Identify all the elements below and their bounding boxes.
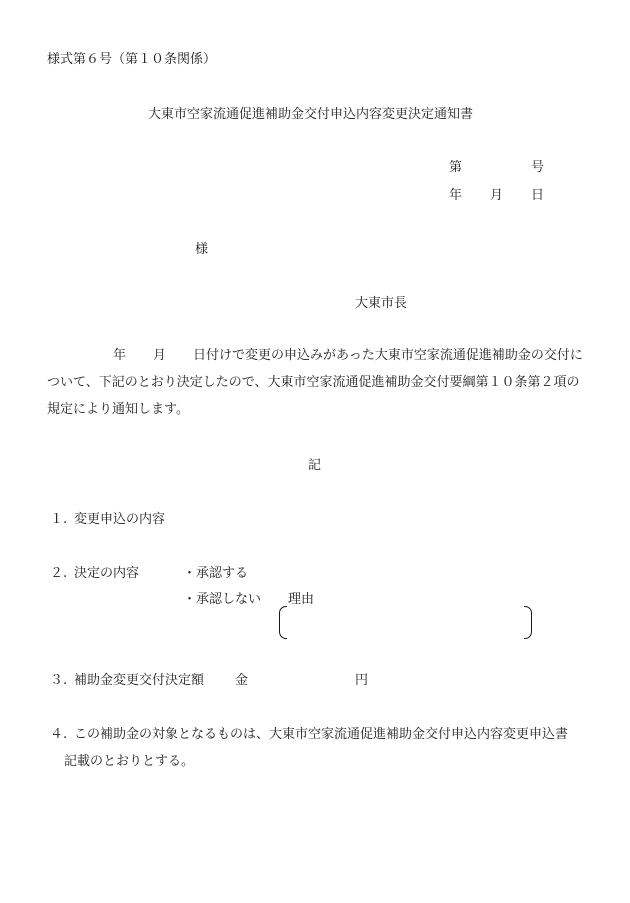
amount-kin: 金 (235, 673, 249, 688)
item4-text-line2: 記載のとおりとする。 (64, 754, 195, 769)
reason-bracket-right (524, 606, 532, 639)
body-month: 月 (153, 348, 167, 363)
issuer-name: 大東市長 (355, 296, 408, 311)
body-year: 年 (113, 348, 127, 363)
ki-heading: 記 (308, 458, 322, 473)
document-title: 大東市空家流通促進補助金交付申込内容変更決定通知書 (148, 107, 474, 122)
option-reject: ・承認しない (183, 592, 262, 607)
item3-label: 補助金変更交付決定額 (74, 673, 205, 688)
item2-label: 決定の内容 (74, 566, 140, 581)
item4-number: ４. (50, 727, 68, 742)
item4-text-line1: この補助金の対象となるものは、大東市空家流通促進補助金交付申込内容変更申込書 (74, 727, 569, 742)
date-day: 日 (531, 188, 545, 203)
option-approve: ・承認する (183, 566, 249, 581)
doc-number-go: 号 (531, 160, 545, 175)
item2-number: ２. (50, 566, 68, 581)
recipient-honorific: 様 (195, 242, 209, 257)
body-text: 日付けで変更の申込みがあった大東市空家流通促進補助金の交付について、下記のとおり決定したので、大東市空家流通促進補助金交付要綱第１０条第２項の規定により通知します。 (47, 348, 583, 417)
item1-label: 変更申込の内容 (74, 512, 166, 527)
date-month: 月 (490, 188, 504, 203)
reason-label: 理由 (288, 592, 315, 607)
doc-number-dai: 第 (449, 160, 463, 175)
date-year: 年 (449, 188, 463, 203)
reason-bracket-left (279, 606, 287, 639)
form-number: 様式第６号（第１０条関係） (47, 52, 217, 67)
item3-number: ３. (50, 673, 68, 688)
body-paragraph (47, 342, 587, 423)
amount-en: 円 (355, 673, 369, 688)
item1-number: １. (50, 512, 68, 527)
